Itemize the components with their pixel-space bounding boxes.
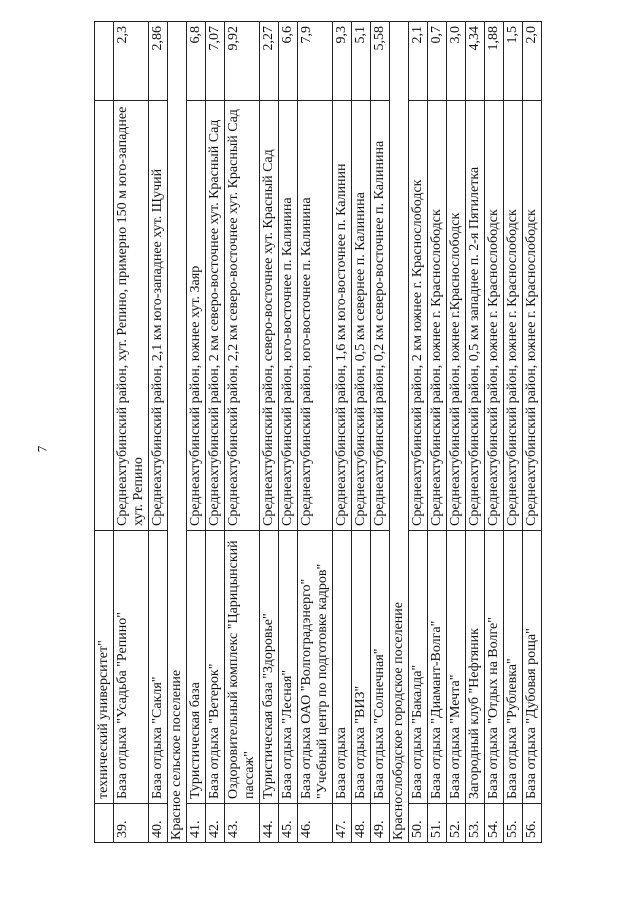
object-name: База отдыха "Диамант-Волга": [428, 531, 447, 804]
table-row: [206, 22, 225, 843]
area-value: 0,7: [428, 22, 447, 101]
rotated-page-content: [94, 26, 542, 843]
area-value: 4,34: [466, 22, 485, 101]
row-number: 55.: [504, 804, 523, 843]
area-value: 2,3: [114, 22, 149, 101]
table-row: [504, 22, 523, 843]
row-number: 41.: [187, 804, 206, 843]
row-number: 39.: [114, 804, 149, 843]
object-name: База отдыха "Лесная": [279, 531, 298, 804]
table-row: [95, 22, 114, 843]
object-name: База отдыха "Ветерок": [206, 531, 225, 804]
object-location: Среднеахтубинский район, южнее г. Краснослободск: [504, 101, 523, 531]
table-row: [260, 22, 279, 843]
object-location: Среднеахтубинский район, 0,5 км западнее п. 2-я Пятилетка: [466, 101, 485, 531]
object-name: Оздоровительный комплекс "Царицынский пассаж": [225, 531, 260, 804]
object-name: База отдыха: [333, 531, 352, 804]
area-value: [95, 22, 114, 101]
area-value: 2,86: [149, 22, 168, 101]
object-location: Среднеахтубинский район, 2 км северо-восточнее хут. Красный Сад: [206, 101, 225, 531]
row-number: 48.: [352, 804, 371, 843]
table-row: [409, 22, 428, 843]
object-location: Среднеахтубинский район, юго-восточнее п. Калинина: [279, 101, 298, 531]
row-number: 50.: [409, 804, 428, 843]
area-value: 2,1: [409, 22, 428, 101]
object-name: Туристическая база: [187, 531, 206, 804]
row-number: 47.: [333, 804, 352, 843]
table-row: [523, 22, 542, 843]
object-location: Среднеахтубинский район, южнее г.Краснослободск: [447, 101, 466, 531]
section-title: Краснослободское городское поселение: [390, 22, 409, 843]
area-value: 6,8: [187, 22, 206, 101]
object-location: Среднеахтубинский район, северо-восточнее хут. Красный Сад: [260, 101, 279, 531]
table-row: [149, 22, 168, 843]
object-name: База отдыха "Бакалда": [409, 531, 428, 804]
row-number: 40.: [149, 804, 168, 843]
row-number: [95, 804, 114, 843]
table-row: [352, 22, 371, 843]
area-value: 9,3: [333, 22, 352, 101]
object-name: База отдыха "Рублевка": [504, 531, 523, 804]
table-row: [447, 22, 466, 843]
table-row: [333, 22, 352, 843]
object-location: Среднеахтубинский район, 2,2 км северо-восточнее хут. Красный Сад: [225, 101, 260, 531]
table-body: [95, 22, 542, 843]
table-row: [187, 22, 206, 843]
row-number: 54.: [485, 804, 504, 843]
section-row: [390, 22, 409, 843]
table-row: [485, 22, 504, 843]
object-name: Загородный клуб "Нефтяник: [466, 531, 485, 804]
object-name: База отдыха "Сакля": [149, 531, 168, 804]
object-name: База отдыха "ВИЗ": [352, 531, 371, 804]
row-number: 45.: [279, 804, 298, 843]
object-name: База отдыха "Усадьба "Репино": [114, 531, 149, 804]
object-location: Среднеахтубинский район, хут. Репино, примерно 150 м юго-западнее хут. Репино: [114, 101, 149, 531]
row-number: 46.: [298, 804, 333, 843]
area-value: 5,1: [352, 22, 371, 101]
area-value: 5,58: [371, 22, 390, 101]
row-number: 51.: [428, 804, 447, 843]
object-name: База отдыха "Дубовая роща": [523, 531, 542, 804]
object-name: технический университет": [95, 531, 114, 804]
row-number: 53.: [466, 804, 485, 843]
object-location: Среднеахтубинский район, 0,5 км севернее п. Калинина: [352, 101, 371, 531]
area-value: 3,0: [447, 22, 466, 101]
section-title: Красное сельское поселение: [168, 22, 187, 843]
table-row: [225, 22, 260, 843]
row-number: 56.: [523, 804, 542, 843]
area-value: 7,07: [206, 22, 225, 101]
object-location: Среднеахтубинский район, южнее г. Краснослободск: [523, 101, 542, 531]
row-number: 43.: [225, 804, 260, 843]
row-number: 49.: [371, 804, 390, 843]
object-location: Среднеахтубинский район, юго-восточнее п. Калинина: [298, 101, 333, 531]
table-row: [298, 22, 333, 843]
object-location: Среднеахтубинский район, 2 км южнее г. Краснослободск: [409, 101, 428, 531]
object-name: База отдыха "Мечта": [447, 531, 466, 804]
object-name: База отдыха "Отдых на Волге": [485, 531, 504, 804]
object-location: Среднеахтубинский район, южнее хут. Заяр: [187, 101, 206, 531]
object-name: Туристическая база "Здоровье": [260, 531, 279, 804]
object-location: Среднеахтубинский район, 1,6 км юго-восточнее п. Калинин: [333, 101, 352, 531]
object-name: База отдыха ОАО "Волгоградэнерго" "Учебный центр по подготовке кадров": [298, 531, 333, 804]
area-value: 7,9: [298, 22, 333, 101]
area-value: 2,0: [523, 22, 542, 101]
area-value: 2,27: [260, 22, 279, 101]
row-number: 44.: [260, 804, 279, 843]
recreation-bases-table: [94, 21, 542, 843]
table-row: [114, 22, 149, 843]
object-location: Среднеахтубинский район, 0,2 км северо-восточнее п. Калинина: [371, 101, 390, 531]
section-row: [168, 22, 187, 843]
table-row: [466, 22, 485, 843]
object-location: Среднеахтубинский район, южнее г. Краснослободск: [428, 101, 447, 531]
object-location: Среднеахтубинский район, южнее г. Краснослободск: [485, 101, 504, 531]
row-number: 52.: [447, 804, 466, 843]
table-row: [371, 22, 390, 843]
table-row: [279, 22, 298, 843]
object-name: База отдыха "Солнечная": [371, 531, 390, 804]
table-row: [428, 22, 447, 843]
area-value: 1,5: [504, 22, 523, 101]
object-location: [95, 101, 114, 531]
area-value: 6,6: [279, 22, 298, 101]
object-location: Среднеахтубинский район, 2,1 км юго-западнее хут. Щучий: [149, 101, 168, 531]
row-number: 42.: [206, 804, 225, 843]
area-value: 1,88: [485, 22, 504, 101]
page-number: 7: [34, 445, 50, 453]
area-value: 9,92: [225, 22, 260, 101]
